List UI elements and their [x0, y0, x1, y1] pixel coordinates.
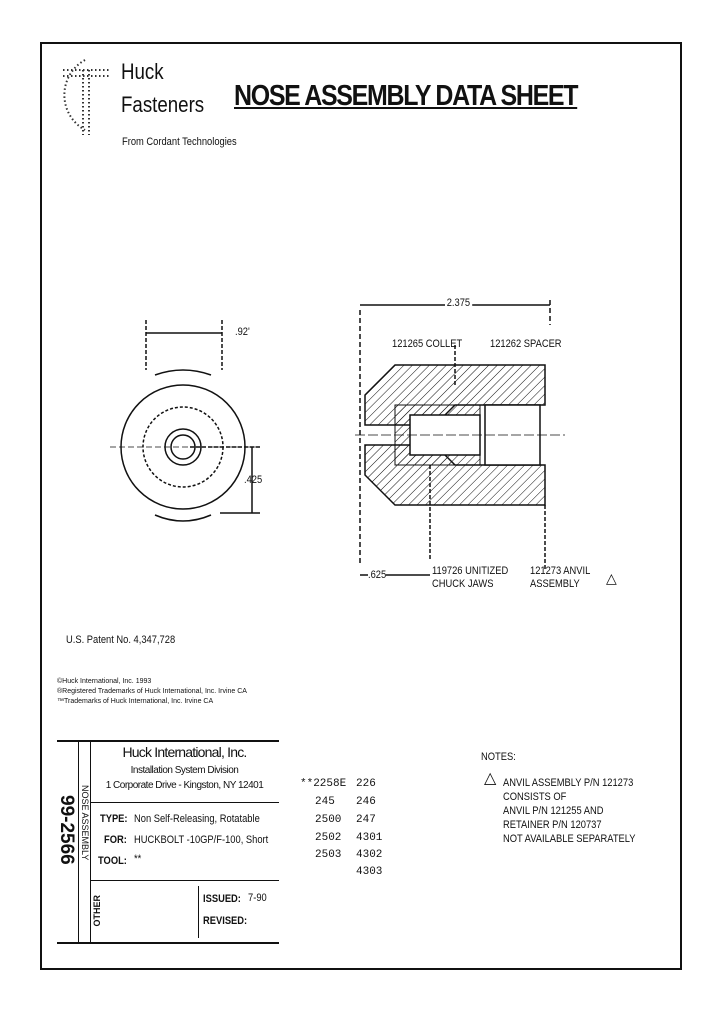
- note-line: NOT AVAILABLE SEPARATELY: [503, 833, 636, 845]
- tool-item: 226: [356, 778, 376, 790]
- label-jaws-1: 119726 UNITIZED: [432, 565, 509, 577]
- note-line: CONSISTS OF: [503, 791, 567, 803]
- label-spacer: 121262 SPACER: [490, 338, 562, 350]
- type-label: TYPE:: [100, 813, 128, 825]
- tool-item: 2500: [315, 814, 342, 826]
- division: Installation System Division: [130, 765, 239, 776]
- logo-line1: Huck: [121, 59, 164, 84]
- front-view-drawing: [110, 315, 280, 535]
- tool-item: 4302: [356, 849, 383, 861]
- warning-triangle-icon: △: [606, 570, 617, 586]
- issued-label: ISSUED:: [203, 893, 241, 905]
- issued-value: 7-90: [248, 892, 267, 904]
- tool-item: 247: [356, 814, 376, 826]
- type-value: Non Self-Releasing, Rotatable: [134, 813, 260, 825]
- tool-item: 4303: [356, 866, 383, 878]
- label-jaws-2: CHUCK JAWS: [432, 578, 494, 590]
- label-collet: 121265 COLLET: [392, 338, 463, 350]
- dim-length: 2.375: [446, 297, 471, 309]
- front-dim-width: .92': [235, 326, 250, 338]
- label-anvil-1: 121273 ANVIL: [530, 565, 591, 577]
- tool-label: TOOL:: [98, 855, 127, 867]
- revised-label: REVISED:: [203, 915, 248, 927]
- company-name: Huck International, Inc.: [122, 744, 247, 760]
- front-dim-height: .425: [244, 474, 263, 486]
- tool-item: 2502: [315, 832, 342, 844]
- logo-tagline: From Cordant Technologies: [122, 136, 237, 148]
- note-line: ANVIL ASSEMBLY P/N 121273: [503, 777, 634, 789]
- tool-item: **2258E: [300, 778, 347, 790]
- dim-nose: .625: [368, 569, 387, 581]
- other-label: OTHER: [92, 895, 102, 927]
- logo-line2: Fasteners: [121, 92, 205, 117]
- copyright-line: ©Huck International, Inc. 1993: [57, 678, 152, 685]
- tool-item: 245: [315, 796, 335, 808]
- notes-heading: NOTES:: [481, 751, 516, 763]
- tool-item: 2503: [315, 849, 342, 861]
- warning-triangle-icon: △: [484, 770, 497, 787]
- label-anvil-2: ASSEMBLY: [530, 578, 580, 590]
- tool-item: 246: [356, 796, 376, 808]
- trademark-line: ™Trademarks of Huck International, Inc. Irvine CA: [57, 698, 214, 705]
- tool-value: **: [134, 853, 142, 865]
- huck-logo-icon: [55, 50, 115, 140]
- note-line: ANVIL P/N 121255 AND: [503, 805, 604, 817]
- address: 1 Corporate Drive - Kingston, NY 12401: [105, 780, 264, 791]
- page-title: NOSE ASSEMBLY DATA SHEET: [234, 80, 578, 112]
- patent-number: U.S. Patent No. 4,347,728: [66, 634, 176, 646]
- for-value: HUCKBOLT -10GP/F-100, Short: [134, 834, 269, 846]
- category-label: NOSE ASSEMBLY: [80, 785, 90, 861]
- tool-item: 4301: [356, 832, 383, 844]
- doc-number: 99-2566: [56, 795, 77, 865]
- for-label: FOR:: [104, 834, 127, 846]
- registered-line: ®Registered Trademarks of Huck International, Inc. Irvine CA: [57, 688, 247, 695]
- note-line: RETAINER P/N 120737: [503, 819, 602, 831]
